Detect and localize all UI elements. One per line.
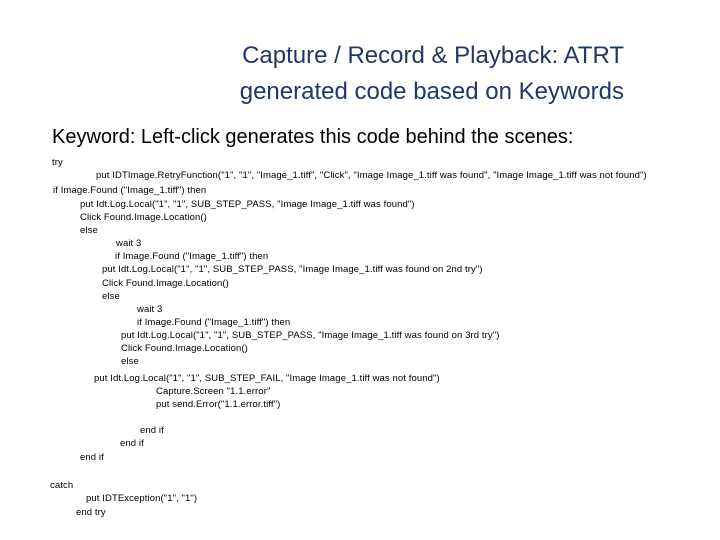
code-line: end if (80, 452, 104, 463)
code-line: put send.Error("1.1.error.tiff") (156, 399, 281, 410)
code-line: else (102, 291, 120, 302)
code-line: put Idt.Log.Local("1", "1", SUB_STEP_FAIL, "Image Image_1.tiff was not found") (94, 373, 440, 384)
code-line: put IDTImage.RetryFunction("1", "1", "Image_1.tiff", "Click", "Image Image_1.tiff was found", "Image Image_1.tiff was not found") (96, 170, 647, 181)
code-line: else (80, 225, 98, 236)
code-line: put Idt.Log.Local("1", "1", SUB_STEP_PASS, "Image Image_1.tiff was found on 2nd try") (102, 264, 483, 275)
keyword-heading: Keyword: Left-click generates this code behind the scenes: (52, 126, 574, 148)
code-line: try (52, 157, 63, 168)
code-line: if Image.Found ("Image_1.tiff") then (137, 317, 291, 328)
code-line: catch (50, 480, 74, 491)
code-line: else (121, 356, 139, 367)
code-line: Click Found.Image.Location() (121, 343, 248, 354)
code-line: Click Found.Image.Location() (102, 278, 229, 289)
slide-title-line-1: Capture / Record & Playback: ATRT (242, 42, 624, 69)
code-line: end try (76, 507, 106, 518)
code-line: Click Found.Image.Location() (80, 212, 207, 223)
code-line: put Idt.Log.Local("1", "1", SUB_STEP_PASS, "Image Image_1.tiff was found") (80, 199, 415, 210)
code-line: put Idt.Log.Local("1", "1", SUB_STEP_PASS, "Image Image_1.tiff was found on 3rd try") (121, 330, 500, 341)
code-line: put IDTException("1", "1") (86, 493, 198, 504)
code-line: wait 3 (116, 238, 142, 249)
code-line: if Image.Found ("Image_1.tiff") then (53, 185, 207, 196)
code-line: wait 3 (137, 304, 163, 315)
code-line: if Image.Found ("Image_1.tiff") then (115, 251, 269, 262)
code-line: Capture.Screen "1.1.error" (156, 386, 271, 397)
slide-title-line-2: generated code based on Keywords (239, 78, 624, 105)
code-line: end if (140, 425, 164, 436)
code-line: end if (120, 438, 144, 449)
